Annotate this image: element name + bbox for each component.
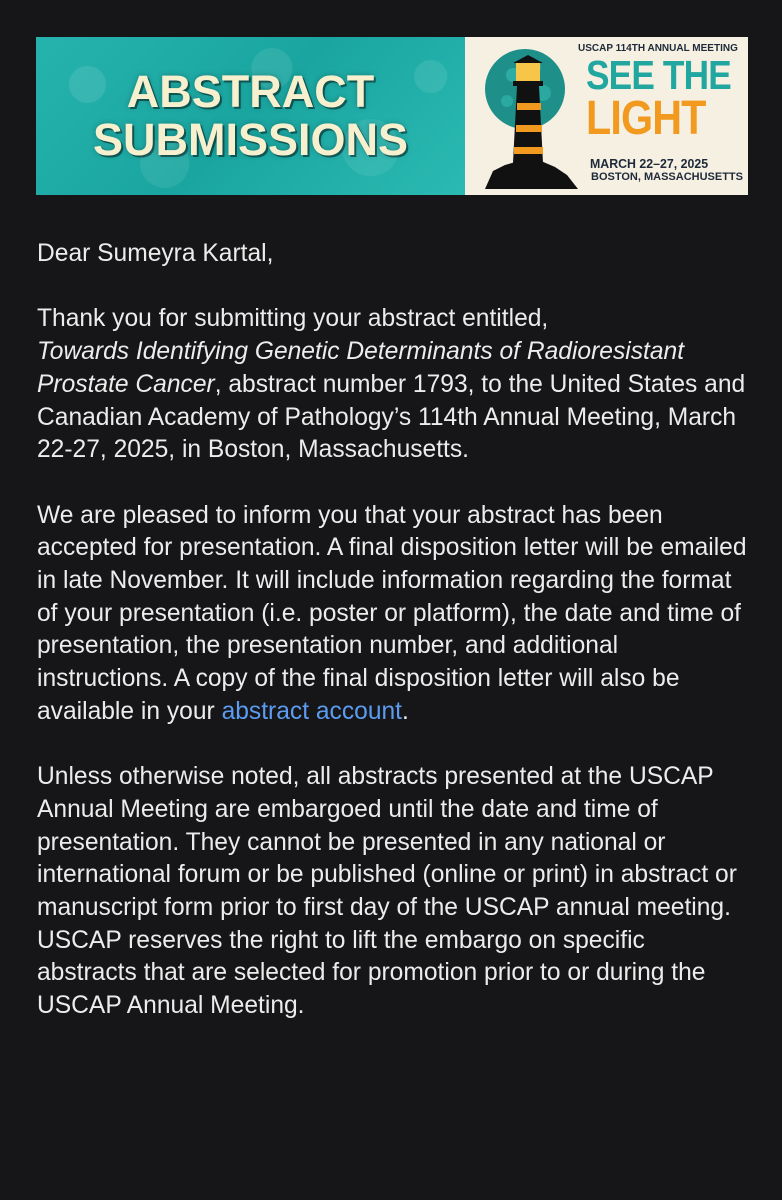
p1-intro: Thank you for submitting your abstract entitled, <box>37 305 549 333</box>
greeting: Dear Sumeyra Kartal, <box>37 240 274 267</box>
banner-title-line1: ABSTRACT <box>126 66 375 117</box>
banner-title-line2: SUBMISSIONS <box>92 114 409 165</box>
light-text: LIGHT <box>586 92 706 145</box>
p2-text: We are pleased to inform you that your abstract has been accepted for presentation. A final disposition letter will be emailed in late November. It will include information regarding the format of your presentation (i.e. poster or platform), the date and time of presentation, the presentation number, and additional instructions. A copy of the final disposition letter will also be available in your <box>37 501 747 725</box>
see-the-text: SEE THE <box>586 52 731 98</box>
abstract-title: Towards Identifying Genetic Determinants of Radioresistant Prostate Cancer <box>37 338 685 398</box>
meeting-dates: MARCH 22–27, 2025 <box>590 156 709 171</box>
lighthouse-icon <box>483 43 578 189</box>
paragraph-embargo: Unless otherwise noted, all abstracts presented at the USCAP Annual Meeting are embargoed until the date and time of presentation. They cannot be presented in any national or international forum or be published (online or print) in abstract or manuscript form prior to first day of the USCAP annual meeting. USCAP reserves the right to lift the embargo on specific abstracts that are selected for promotion prior to or during the USCAP Annual Meeting. <box>37 763 737 1020</box>
paragraph-acceptance <box>37 500 749 729</box>
meeting-location: BOSTON, MASSACHUSETTS <box>591 171 743 183</box>
meeting-logo-panel <box>465 37 748 195</box>
p2-period: . <box>402 697 409 725</box>
paragraph-submission <box>37 303 749 467</box>
abstract-account-link[interactable]: abstract account <box>221 697 403 725</box>
abstract-submissions-panel <box>36 37 465 195</box>
meeting-label: USCAP 114TH ANNUAL MEETING <box>578 43 738 54</box>
p1-rest: , abstract number 1793, to the United States and Canadian Academy of Pathology’s 114th Annual Meeting, March 22-27, 2025, in Boston, Massachusetts. <box>37 370 746 464</box>
letter-body <box>37 238 749 1056</box>
header-banner <box>36 37 748 195</box>
